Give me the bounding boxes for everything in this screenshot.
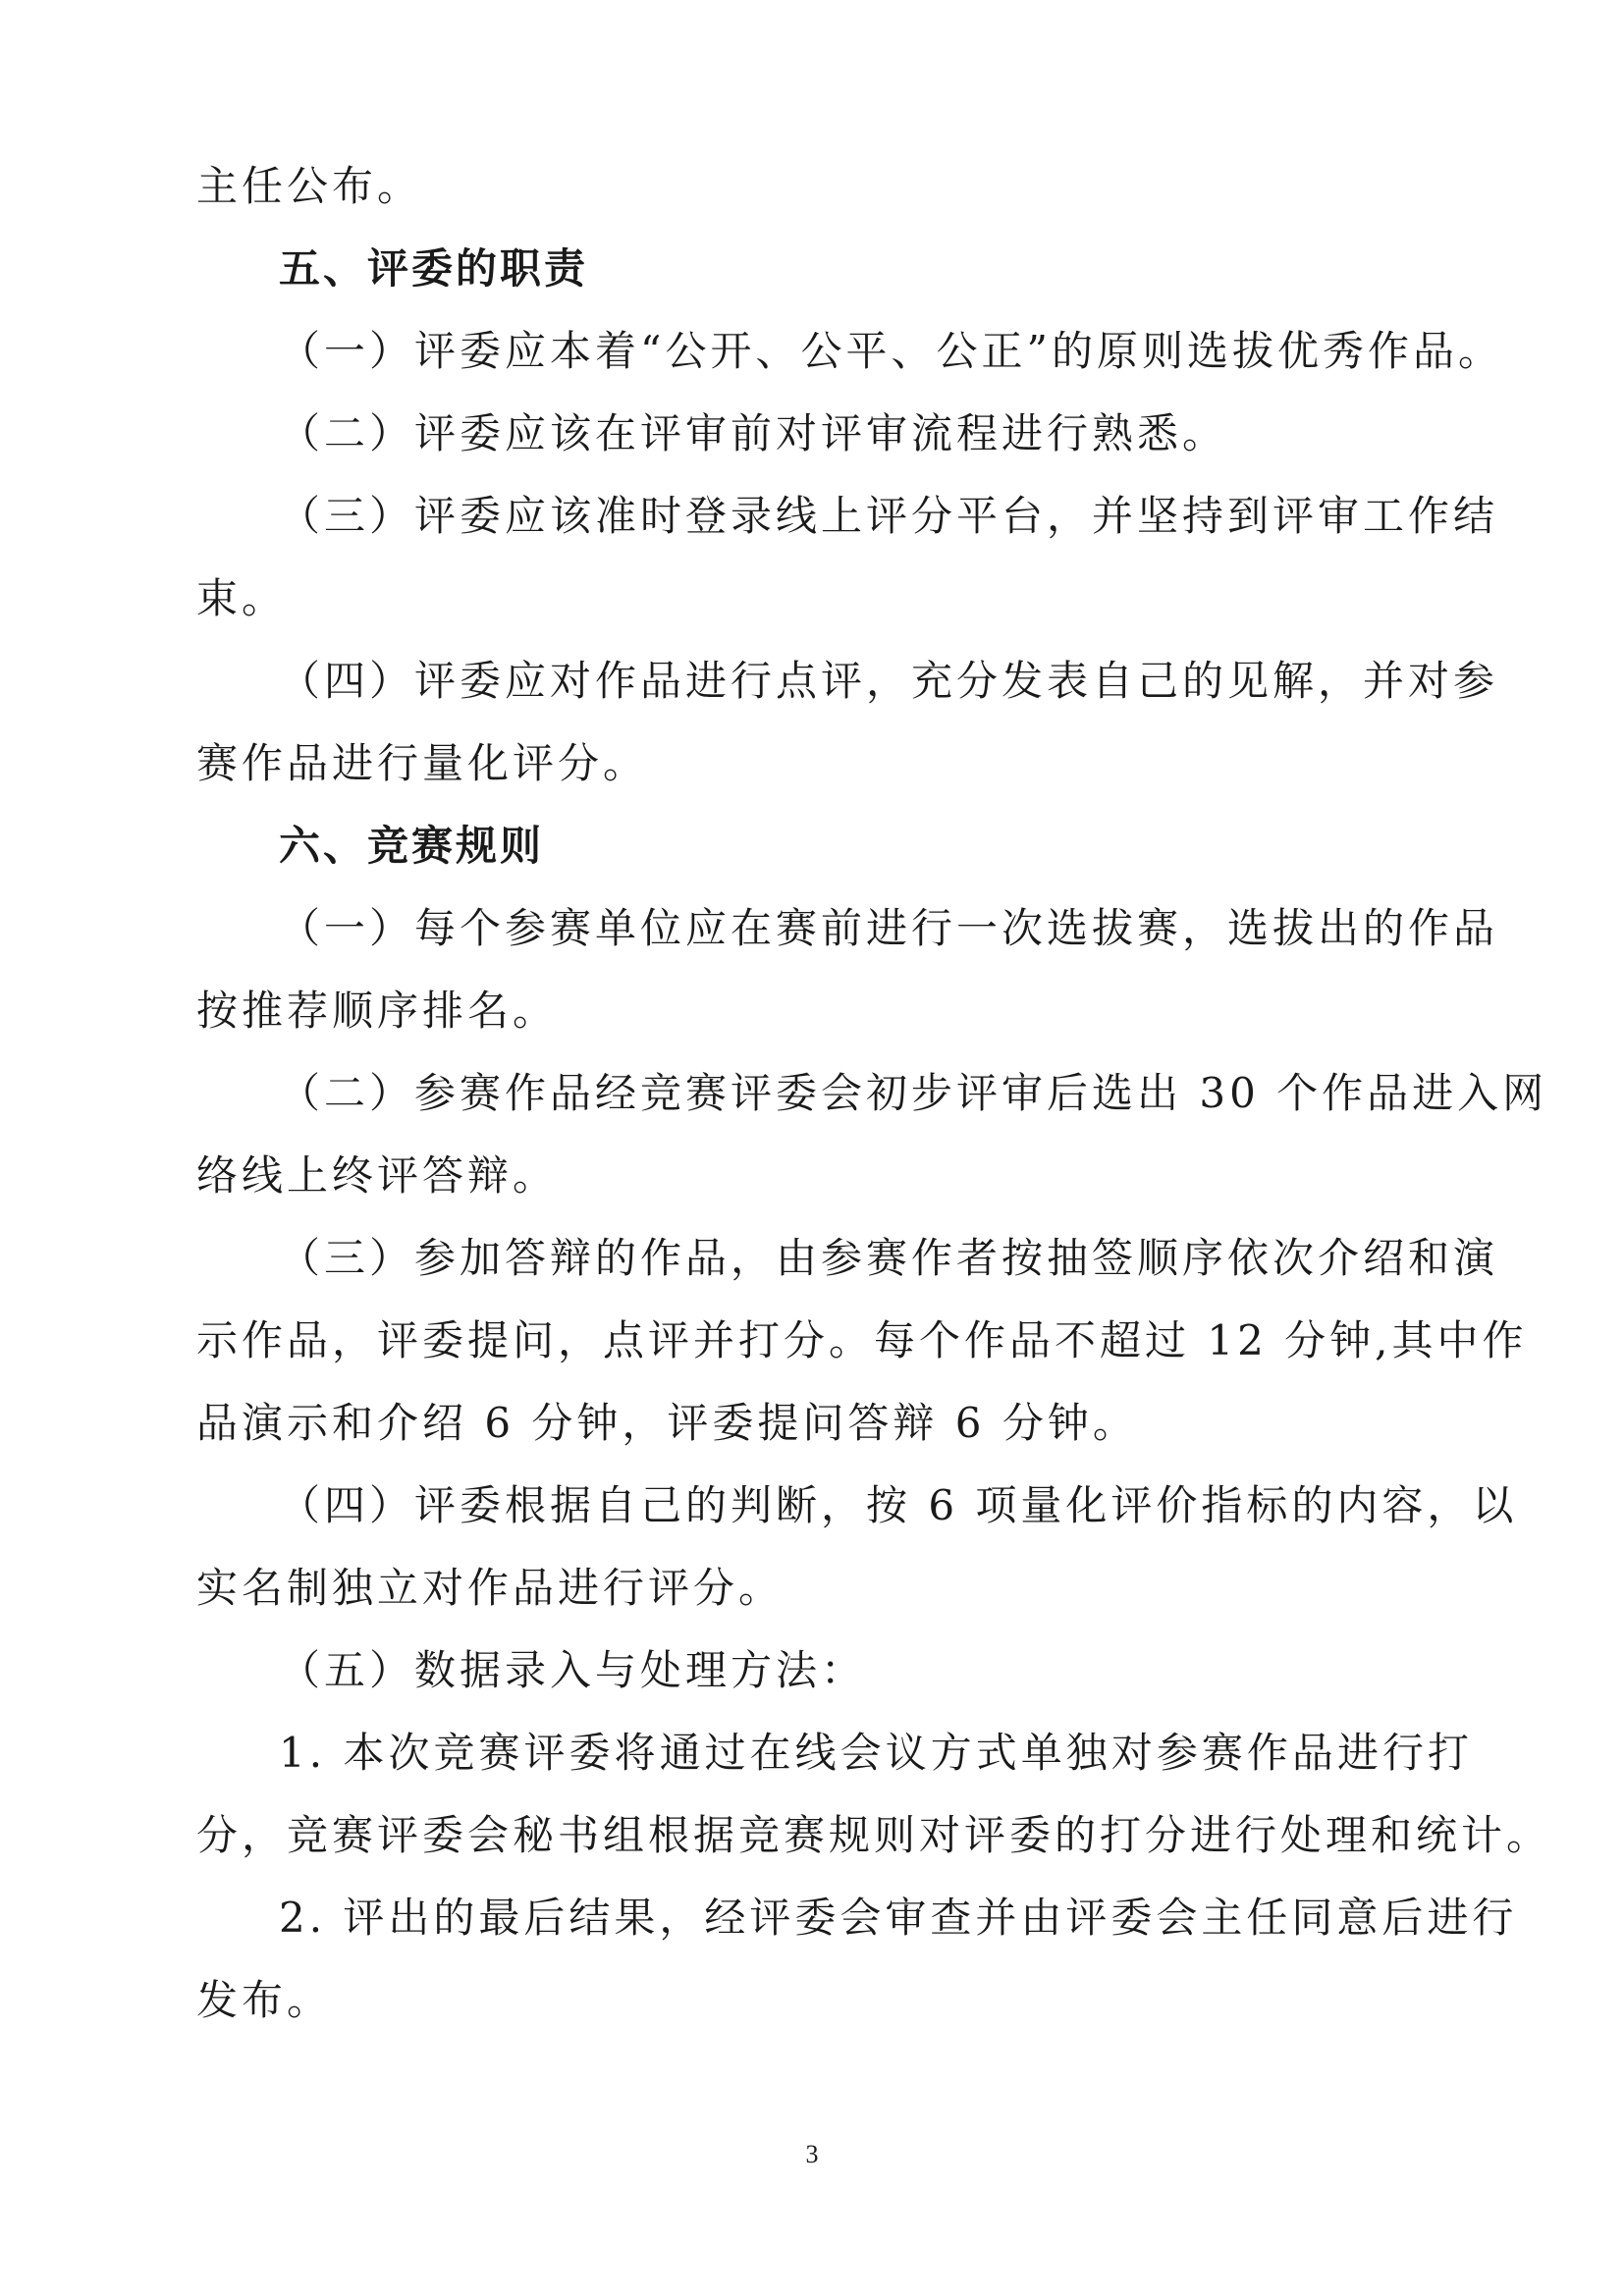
section5-item4-line1: （四）评委应对作品进行点评，充分发表自己的见解，并对参 [279, 657, 1499, 705]
section5-item3-line1: （三）评委应该准时登录线上评分平台，并坚持到评审工作结 [279, 492, 1499, 540]
section5-item2-line1: （二）评委应该在评审前对评审流程进行熟悉。 [279, 409, 1228, 457]
continuation-text: 主任公布。 [196, 162, 423, 210]
section6-item4-line2: 实名制独立对作品进行评分。 [196, 1564, 785, 1612]
section-heading-5: 五、评委的职责 [279, 244, 589, 293]
section6-subitem1-line2: 分，竞赛评委会秘书组根据竞赛规则对评委的打分进行处理和统计。 [196, 1811, 1552, 1859]
section6-subitem2-line1: 2. 评出的最后结果，经评委会审查并由评委会主任同意后进行 [279, 1894, 1518, 1942]
section6-item2-line2: 络线上终评答辩。 [196, 1151, 559, 1200]
section6-item4-line1: （四）评委根据自己的判断，按 6 项量化评价指标的内容，以 [279, 1481, 1518, 1529]
section6-item1-line2: 按推荐顺序排名。 [196, 987, 559, 1035]
section6-item5-line1: （五）数据录入与处理方法： [279, 1646, 867, 1694]
section5-item1-line1: （一）评委应本着“公开、公平、公正”的原则选拔优秀作品。 [279, 327, 1503, 375]
page-number: 3 [805, 2140, 819, 2168]
section5-item4-line2: 赛作品进行量化评分。 [196, 739, 649, 787]
section6-item3-line2: 示作品，评委提问，点评并打分。每个作品不超过 12 分钟,其中作 [196, 1316, 1528, 1364]
section-heading-6: 六、竞赛规则 [279, 822, 545, 870]
section6-subitem2-line2: 发布。 [196, 1976, 333, 2024]
section6-item2-line1: （二）参赛作品经竞赛评委会初步评审后选出 30 个作品进入网 [279, 1069, 1548, 1117]
section6-item3-line1: （三）参加答辩的作品，由参赛作者按抽签顺序依次介绍和演 [279, 1234, 1499, 1282]
section5-item3-line2: 束。 [196, 574, 288, 622]
section6-item1-line1: （一）每个参赛单位应在赛前进行一次选拔赛，选拔出的作品 [279, 904, 1499, 952]
section6-subitem1-line1: 1. 本次竞赛评委将通过在线会议方式单独对参赛作品进行打 [279, 1729, 1473, 1777]
section6-item3-line3: 品演示和介绍 6 分钟，评委提问答辩 6 分钟。 [196, 1399, 1138, 1447]
